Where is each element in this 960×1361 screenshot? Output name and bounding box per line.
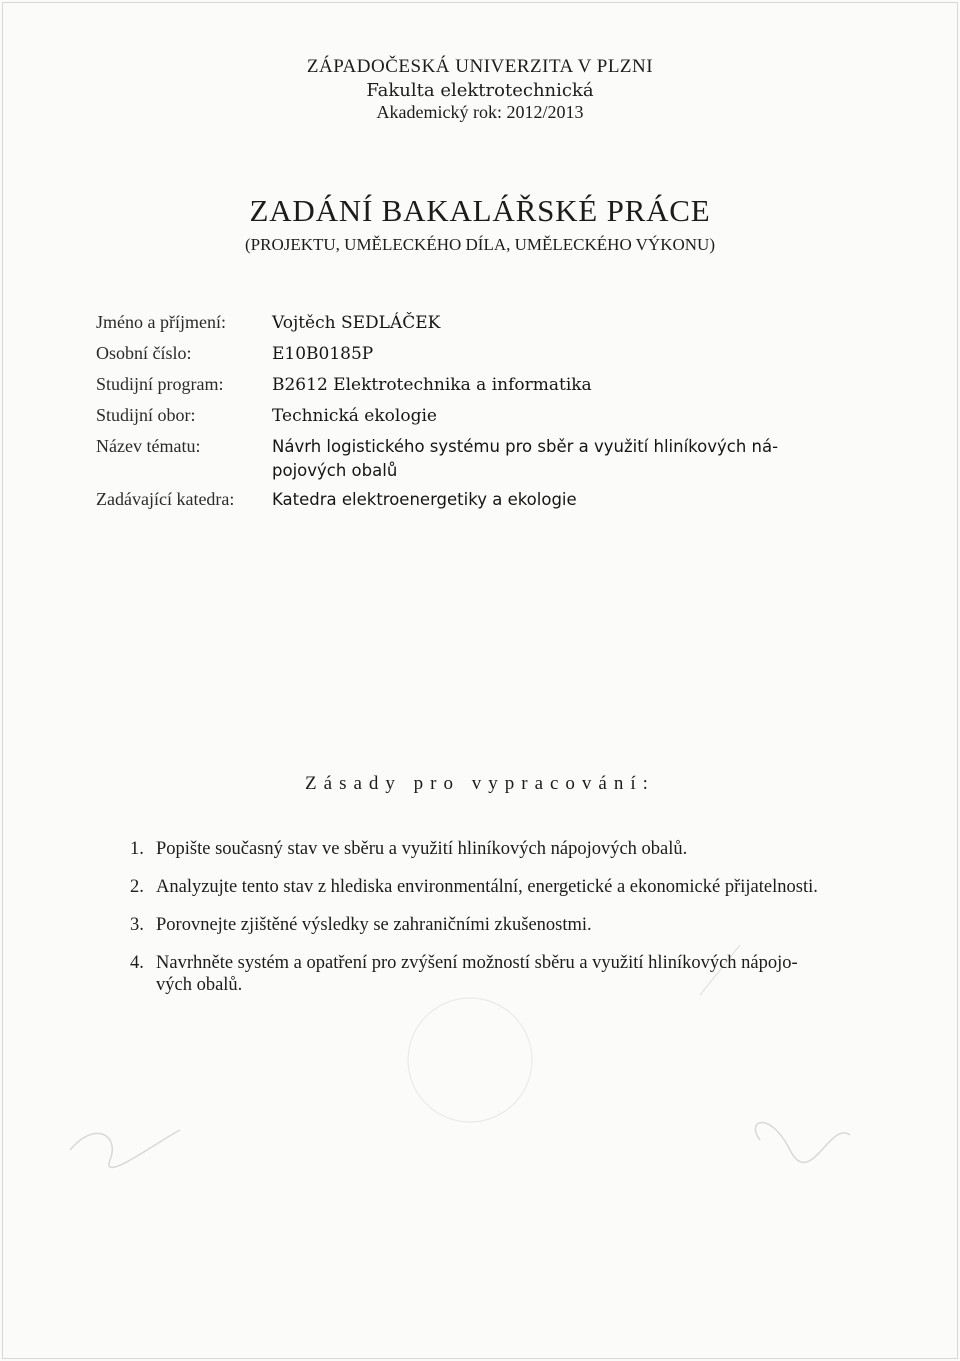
task-text: Porovnejte zjištěné výsledky se zahraničními zkušenostmi. bbox=[156, 915, 592, 935]
info-label: Název tématu: bbox=[96, 436, 201, 456]
info-value: Technická ekologie bbox=[272, 406, 437, 426]
list-item bbox=[130, 952, 830, 996]
info-value: B2612 Elektrotechnika a informatika bbox=[272, 375, 592, 395]
task-number: 1. bbox=[130, 839, 144, 859]
principles-heading: Zásady pro vypracování: bbox=[305, 773, 655, 794]
task-text: Analyzujte tento stav z hlediska environmentální, energetické a ekonomické přijatelnosti. bbox=[156, 877, 818, 897]
list-item bbox=[130, 914, 830, 936]
info-row-study-program bbox=[96, 370, 876, 399]
task-number: 4. bbox=[130, 953, 144, 973]
task-list bbox=[130, 838, 830, 1012]
info-label: Jméno a příjmení: bbox=[96, 312, 226, 332]
document-header bbox=[0, 56, 960, 123]
info-value: E10B0185P bbox=[272, 344, 374, 364]
document-subtitle: (PROJEKTU, UMĚLECKÉHO DÍLA, UMĚLECKÉHO VÝKONU) bbox=[245, 235, 715, 254]
info-label: Osobní číslo: bbox=[96, 343, 192, 363]
info-label: Studijní program: bbox=[96, 374, 224, 394]
info-row-department bbox=[96, 485, 876, 514]
info-value: Katedra elektroenergetiky a ekologie bbox=[272, 490, 577, 509]
student-info-table bbox=[96, 308, 876, 516]
faculty-name: Fakulta elektrotechnická bbox=[366, 80, 594, 101]
list-item bbox=[130, 838, 830, 860]
task-text: Navrhněte systém a opatření pro zvýšení možností sběru a využití hliníkových nápojo-vých obalů. bbox=[156, 953, 798, 995]
university-name: ZÁPADOČESKÁ UNIVERZITA V PLZNI bbox=[306, 56, 654, 77]
info-row-name bbox=[96, 308, 876, 337]
info-value: Vojtěch SEDLÁČEK bbox=[272, 313, 441, 333]
info-value: Návrh logistického systému pro sběr a využití hliníkových ná-pojových obalů bbox=[272, 437, 779, 480]
info-label: Studijní obor: bbox=[96, 405, 196, 425]
info-row-study-field bbox=[96, 401, 876, 430]
task-number: 2. bbox=[130, 877, 144, 897]
info-row-personal-number bbox=[96, 339, 876, 368]
academic-year: Akademický rok: 2012/2013 bbox=[376, 102, 584, 122]
info-label: Zadávající katedra: bbox=[96, 489, 235, 509]
task-text: Popište současný stav ve sběru a využití hliníkových nápojových obalů. bbox=[156, 839, 688, 859]
list-item bbox=[130, 876, 830, 898]
document-title-block bbox=[0, 193, 960, 255]
document-title: ZADÁNÍ BAKALÁŘSKÉ PRÁCE bbox=[249, 193, 711, 228]
info-row-topic bbox=[96, 432, 876, 483]
task-number: 3. bbox=[130, 915, 144, 935]
